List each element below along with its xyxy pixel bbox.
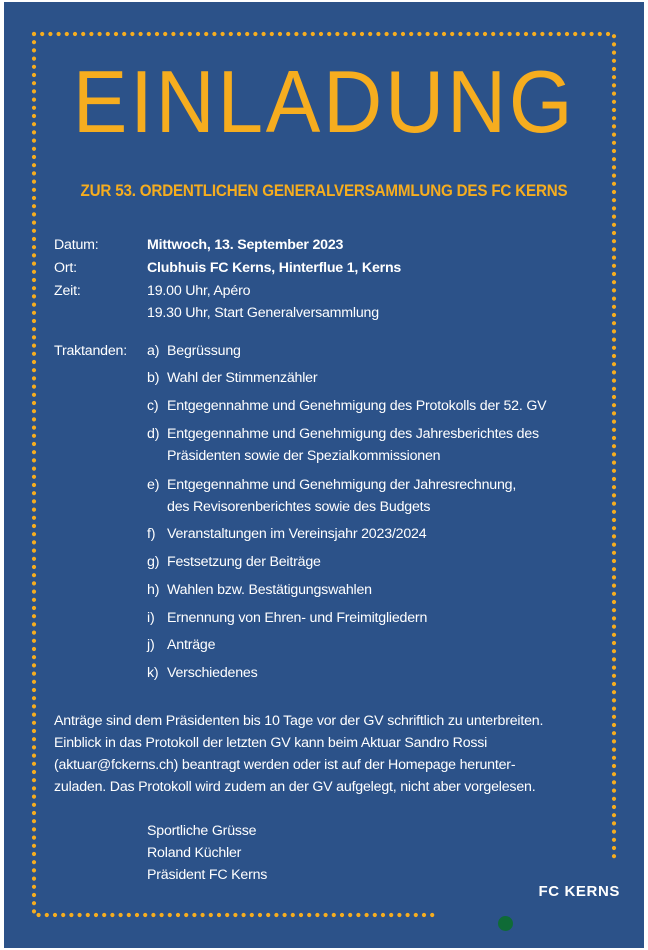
signoff-greeting: Sportliche Grüsse xyxy=(147,823,257,839)
zeit-value-apero: 19.00 Uhr, Apéro xyxy=(147,283,251,299)
green-dot xyxy=(498,916,513,931)
agenda-item-e: e) Entgegennahme und Genehmigung der Jahresrechnung, des Revisorenberichtes sowie des Budgets xyxy=(147,477,517,515)
traktanden-label: Traktanden: xyxy=(54,343,127,359)
agenda-item-d: d) Entgegennahme und Genehmigung des Jahresberichtes des Präsidenten sowie der Spezialkommissionen xyxy=(147,426,539,464)
agenda-item-g: g) Festsetzung der Beiträge xyxy=(147,554,321,570)
zeit-value-start: 19.30 Uhr, Start Generalversammlung xyxy=(147,305,379,321)
signoff-role: Präsident FC Kerns xyxy=(147,867,268,883)
info-paragraph: Anträge sind dem Präsidenten bis 10 Tage vor der GV schriftlich zu unterbreiten. Einblick in das Protokoll der letzten GV kann beim Aktuar Sandro Rossi (aktuar@fckerns.ch) beantragt werden oder ist auf der Homepage herunter- zuladen. Das Protokoll wird zudem an der GV aufgelegt, nicht aber vorgelesen. xyxy=(54,713,544,795)
ort-value: Clubhuis FC Kerns, Hinterflue 1, Kerns xyxy=(147,260,402,276)
datum-label: Datum: xyxy=(54,237,99,253)
agenda-item-f: f) Veranstaltungen im Vereinsjahr 2023/2024 xyxy=(147,526,427,542)
datum-value: Mittwoch, 13. September 2023 xyxy=(147,237,344,253)
agenda-item-a: a) Begrüssung xyxy=(147,343,241,359)
agenda-item-k: k) Verschiedenes xyxy=(147,665,258,681)
agenda-item-c: c) Entgegennahme und Genehmigung des Protokolls der 52. GV xyxy=(147,398,547,414)
agenda-item-j: j) Anträge xyxy=(147,637,216,653)
page-title: EINLADUNG xyxy=(72,52,576,151)
zeit-label: Zeit: xyxy=(54,283,81,299)
agenda-item-b: b) Wahl der Stimmenzähler xyxy=(147,370,318,386)
page-subtitle: ZUR 53. ORDENTLICHEN GENERALVERSAMMLUNG DES FC KERNS xyxy=(80,182,568,200)
agenda-item-i: i) Ernennung von Ehren- und Freimitgliedern xyxy=(147,610,428,626)
ort-label: Ort: xyxy=(54,260,77,276)
fc-kerns-logo: FC KERNS xyxy=(538,883,620,900)
signoff xyxy=(147,820,267,886)
invitation-poster xyxy=(4,2,644,948)
agenda-item-h: h) Wahlen bzw. Bestätigungswahlen xyxy=(147,582,372,598)
signoff-name: Roland Küchler xyxy=(147,845,242,861)
